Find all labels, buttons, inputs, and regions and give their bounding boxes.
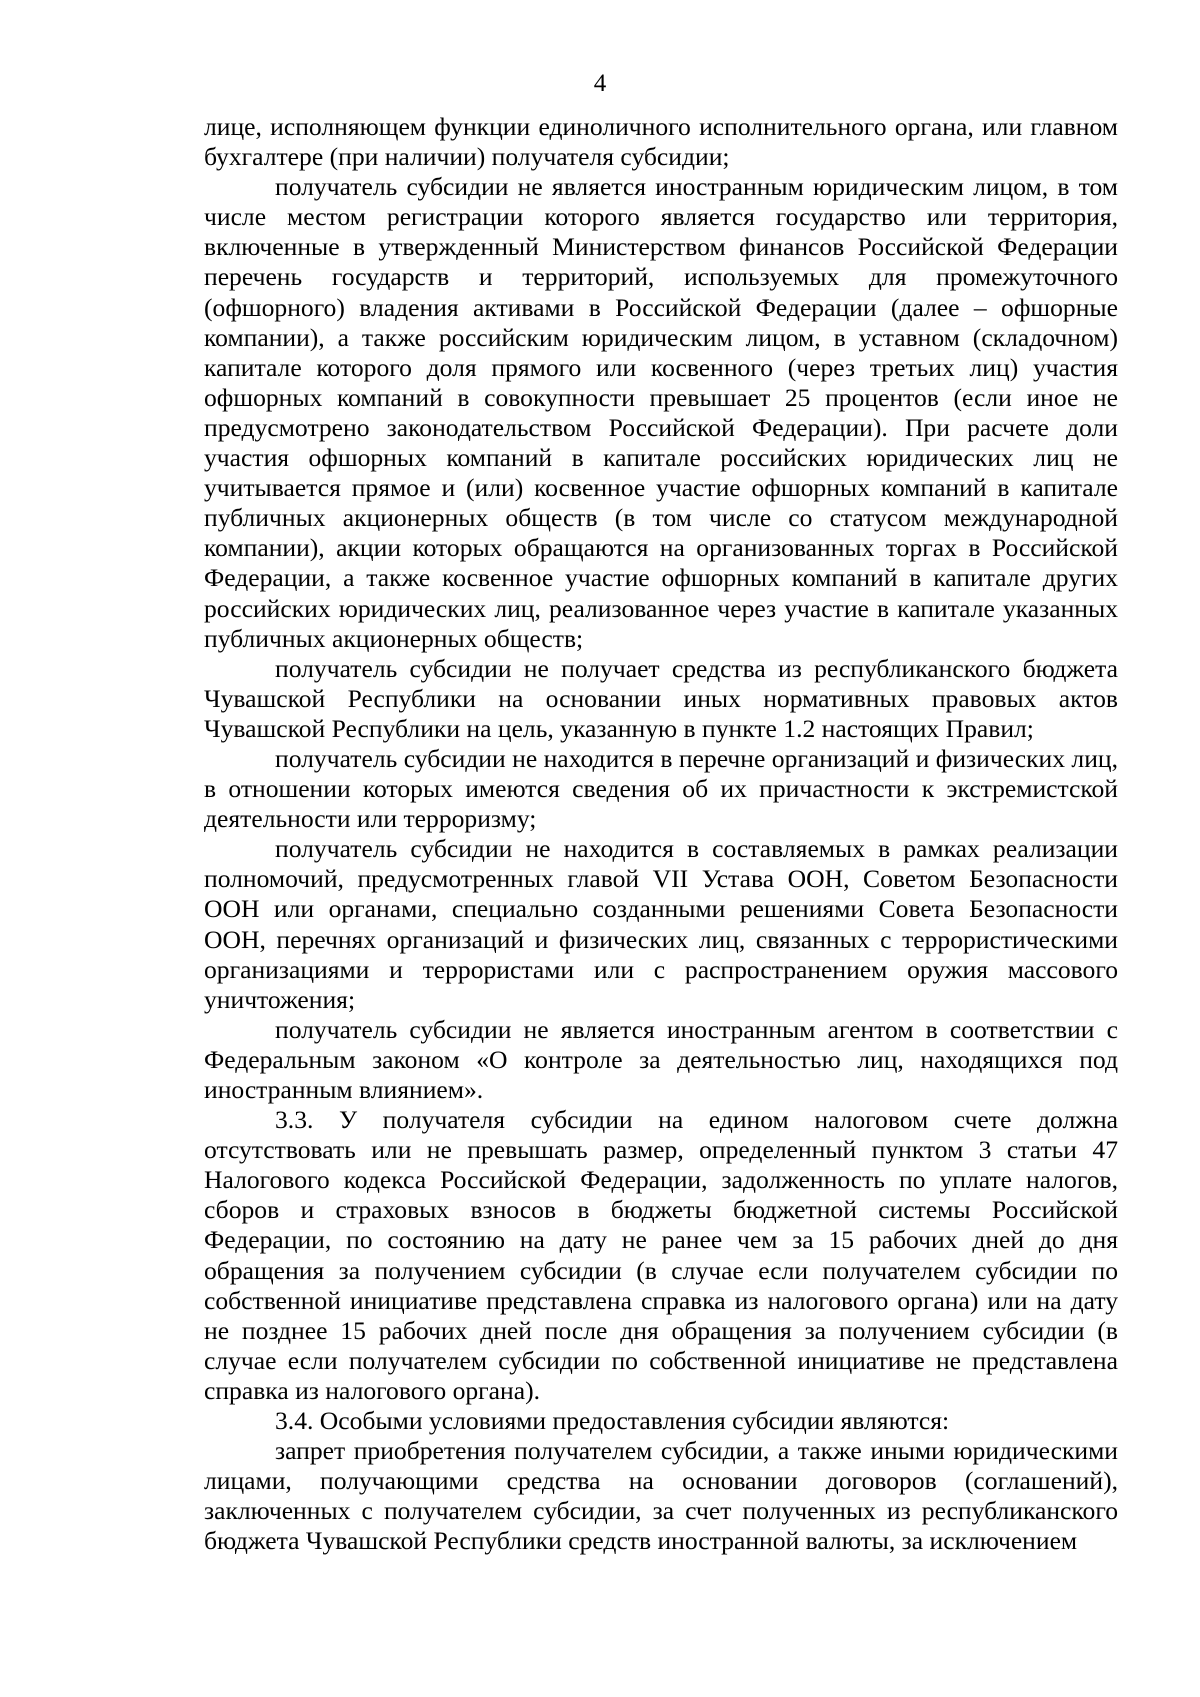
page-number: 4 [593, 70, 607, 97]
paragraph-clause-3-4: 3.4. Особыми условиями предоставления субсидии являются: [275, 1406, 950, 1436]
paragraph-offshore-condition: получатель субсидии не является иностранным юридическим лицом, в том числе местом регистрации которого является государство или территория, включенные в утвержденный Министерством финансов Российской Федерации перечень государств и территорий, используемых для промежуточного (офшорного) владения активами в Российской Федерации (далее – офшорные компании), а также российским юридическим лицом, в уставном (складочном) капитале которого доля прямого или косвенного (через третьих лиц) участия офшорных компаний в совокупности превышает 25 процентов (если иное не предусмотрено законодательством Российской Федерации). При расчете доли участия офшорных компаний в капитале российских юридических лиц не учитывается прямое и (или) косвенное участие офшорных компаний в капитале публичных акционерных обществ (в том числе со статусом международной компании), акции которых обращаются на организованных торгах в Российской Федерации, а также косвенное участие офшорных компаний в капитале других российских юридических лиц, реализованное через участие в капитале указанных публичных акционерных обществ; [204, 172, 1118, 653]
paragraph-clause-3-3: 3.3. У получателя субсидии на едином налоговом счете должна отсутствовать или не превышать размер, определенный пунктом 3 статьи 47 Налогового кодекса Российской Федерации, задолженность по уплате налогов, сборов и страховых взносов в бюджеты бюджетной системы Российской Федерации, по состоянию на дату не ранее чем за 15 рабочих дней до дня обращения за получением субсидии (в случае если получателем субсидии по собственной инициативе представлена справка из налогового органа) или на дату не позднее 15 рабочих дней после дня обращения за получением субсидии (в случае если получателем субсидии по собственной инициативе не представлена справка из налогового органа). [204, 1105, 1118, 1405]
paragraph-continuation: лице, исполняющем функции единоличного исполнительного органа, или главном бухгалтере (при наличии) получателя субсидии; [204, 112, 1118, 172]
paragraph-extremism-list-condition: получатель субсидии не находится в перечне организаций и физических лиц, в отношении которых имеются сведения об их причастности к экстремистской деятельности или терроризму; [204, 743, 1118, 834]
paragraph-other-funding-condition: получатель субсидии не получает средства из республиканского бюджета Чувашской Республики на основании иных нормативных правовых актов Чувашской Республики на цель, указанную в пункте 1.2 настоящих Правил; [204, 653, 1118, 743]
paragraph-un-sanctions-condition: получатель субсидии не находится в составляемых в рамках реализации полномочий, предусмотренных главой VII Устава ООН, Советом Безопасности ООН или органами, специально созданными решениями Совета Безопасности ООН, перечнях организаций и физических лиц, связанных с террористическими организациями и террористами или с распространением оружия массового уничтожения; [204, 834, 1118, 1014]
paragraph-currency-prohibition: запрет приобретения получателем субсидии, а также иными юридическими лицами, получающими средства на основании договоров (соглашений), заключенных с получателем субсидии, за счет полученных из республиканского бюджета Чувашской Республики средств иностранной валюты, за исключением [204, 1436, 1118, 1556]
paragraph-foreign-agent-condition: получатель субсидии не является иностранным агентом в соответствии с Федеральным законом «О контроле за деятельностью лиц, находящихся под иностранным влиянием». [204, 1014, 1118, 1104]
document-body [204, 112, 1118, 1557]
